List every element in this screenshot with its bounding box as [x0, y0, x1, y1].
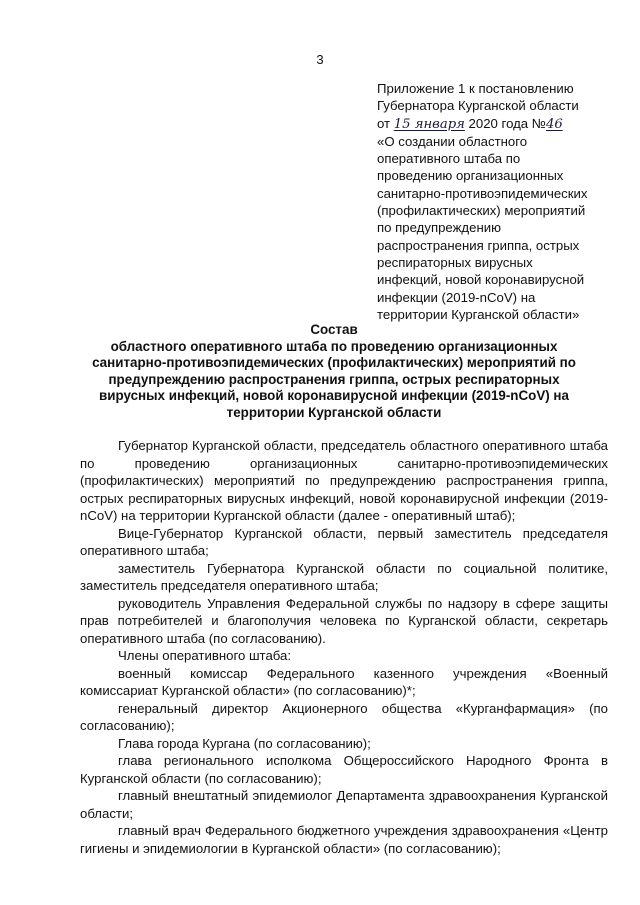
body-paragraph: главный внештатный эпидемиолог Департамента здравоохранения Курганской области; [80, 788, 608, 821]
annex-subject-line: «О создании областного [377, 133, 528, 149]
date-prefix: от [377, 115, 391, 131]
annex-line: Приложение 1 к постановлению [377, 81, 574, 96]
annex-subject-line: (профилактических) мероприятий [377, 203, 586, 219]
handwritten-date: 15 января [393, 116, 465, 132]
body-paragraph: Члены оперативного штаба: [118, 648, 292, 663]
annex-date-line [377, 115, 612, 133]
handwritten-number: 46 [545, 116, 563, 132]
body-paragraph: генеральный директор Акционерного общества «Курганфармация» (по согласованию); [80, 700, 608, 733]
title-lines [60, 339, 608, 422]
body-paragraph: Губернатор Курганской области, председатель областного оперативного штаба по проведению организационных санитарно-противоэпидемических (профилактических) мероприятий по предупреждению распространения гриппа, острых респираторных вирусных инфекций, новой коронавирусной инфекции (2019-nCoV) на территории Курганской области (далее - оперативный штаб); [80, 438, 608, 523]
title-line: предупреждению распространения гриппа, острых респираторных [108, 371, 560, 387]
body-paragraph: руководитель Управления Федеральной службы по надзору в сфере защиты прав потребителей и благополучия человека по Курганской области, секретарь оперативного штаба (по согласованию). [80, 595, 608, 646]
annex-subject-line: проведению организационных [377, 168, 564, 184]
title-line: санитарно-противоэпидемических (профилактических) мероприятий по [92, 355, 576, 371]
title-line: вирусных инфекций, новой коронавирусной инфекции (2019-nCoV) на [99, 388, 569, 404]
body-paragraph: главный врач Федерального бюджетного учреждения здравоохранения «Центр гигиены и эпидемиологии в Курганской области» (по согласованию); [80, 823, 608, 856]
body-text [80, 437, 608, 857]
annex-subject-line: санитарно-противоэпидемических [377, 185, 588, 201]
date-mid: 2020 года № [468, 115, 546, 131]
annex-subject-line: респираторных вирусных [377, 254, 533, 270]
annex-subject-line: распространения гриппа, острых [377, 237, 580, 253]
title-line: территории Курганской области [226, 404, 442, 420]
body-paragraph: глава регионального исполкома Общероссийского Народного Фронта в Курганской области (по согласованию); [80, 753, 608, 786]
body-paragraph: Глава города Кургана (по согласованию); [118, 735, 371, 751]
annex-subject-line: инфекции (2019-nCoV) на [377, 289, 536, 305]
body-paragraph: Вице-Губернатор Курганской области, первый заместитель председателя оперативного штаба; [80, 525, 608, 558]
document-title [60, 322, 608, 422]
annex-line: Губернатора Курганской области [377, 98, 579, 114]
annex-subject-line: оперативного штаба по [377, 151, 521, 167]
page-number: 3 [316, 52, 324, 67]
title-heading: Состав [310, 322, 358, 337]
annex-subject [377, 133, 612, 323]
annex-subject-line: по предупреждению [377, 220, 501, 236]
annex-subject-line: инфекций, новой коронавирусной [377, 272, 585, 288]
annex-block [377, 80, 612, 323]
body-paragraph: военный комиссар Федерального казенного учреждения «Военный комиссариат Курганской области» (по согласованию)*; [80, 665, 608, 698]
annex-subject-line: территории Курганской области» [377, 306, 580, 322]
title-line: областного оперативного штаба по проведению организационных [110, 338, 558, 354]
body-paragraph: заместитель Губернатора Курганской области по социальной политике, заместитель председателя оперативного штаба; [80, 560, 608, 593]
